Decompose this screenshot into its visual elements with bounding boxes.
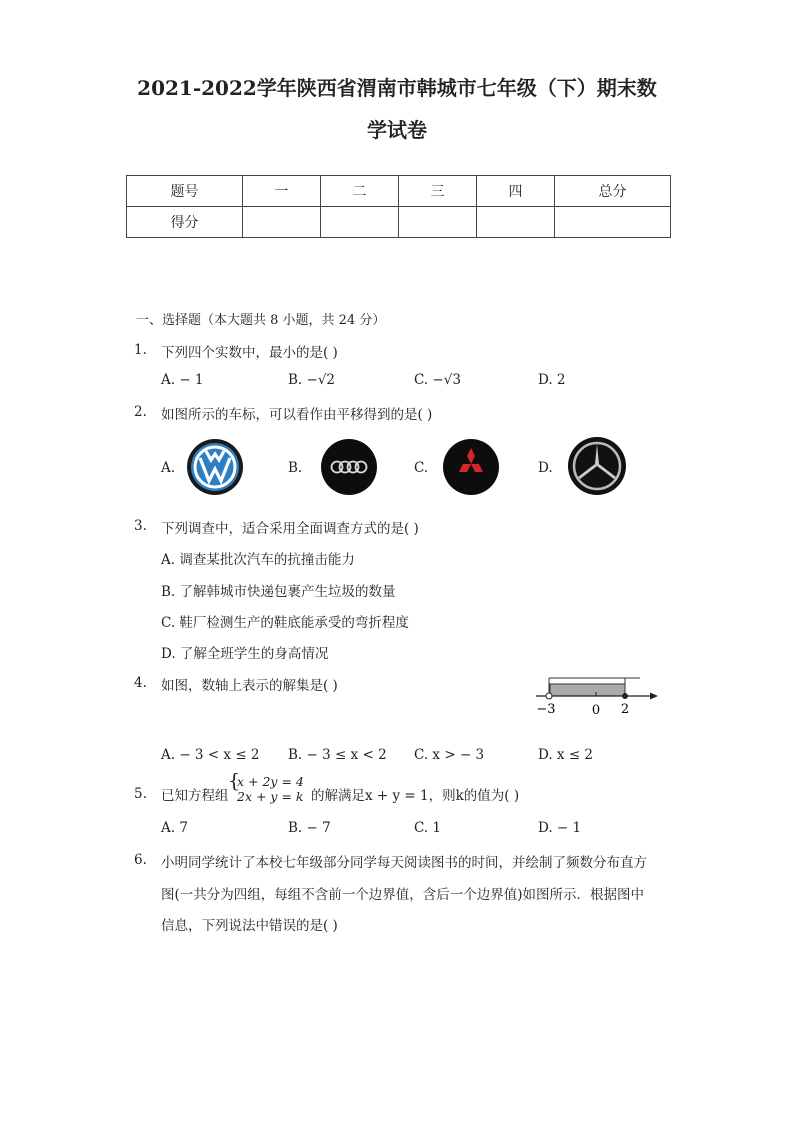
question-number: 3. xyxy=(134,518,147,534)
option-a-label: A. xyxy=(161,460,176,476)
option-b: B. − 7 xyxy=(288,820,331,836)
table-cell: 四 xyxy=(477,176,555,207)
page-title-cont: 学试卷 xyxy=(367,118,427,142)
table-cell: 一 xyxy=(243,176,321,207)
table-cell: 总分 xyxy=(555,176,671,207)
section-heading: 一、选择题（本大题共 8 小题，共 24 分） xyxy=(136,313,386,328)
table-row xyxy=(127,176,671,207)
option-c: C. x > − 3 xyxy=(414,747,485,763)
option-d: D. 2 xyxy=(538,372,566,388)
question-text: 下列四个实数中，最小的是( ) xyxy=(161,345,338,361)
axis-label-0: 0 xyxy=(591,703,601,718)
axis-label-neg3: −3 xyxy=(536,702,556,717)
question-text-post: 的解满足x + y = 1，则k的值为( ) xyxy=(311,788,520,804)
table-cell: 题号 xyxy=(127,176,243,207)
table-row xyxy=(127,207,671,238)
mercedes-logo-icon xyxy=(566,436,628,496)
table-cell xyxy=(399,207,477,238)
table-cell: 三 xyxy=(399,176,477,207)
equation-1: x + 2y = 4 xyxy=(237,774,304,789)
question-number: 4. xyxy=(134,675,147,691)
number-line-diagram xyxy=(530,672,662,720)
question-text: 下列调查中，适合采用全面调查方式的是( ) xyxy=(161,521,419,537)
question-text-line1: 小明同学统计了本校七年级部分同学每天阅读图书的时间，并绘制了频数分布直方 xyxy=(161,855,647,871)
question-number: 2. xyxy=(134,404,147,420)
table-cell xyxy=(555,207,671,238)
question-number: 6. xyxy=(134,852,147,868)
option-c: C. 1 xyxy=(414,820,442,836)
option-c: C. 鞋厂检测生产的鞋底能承受的弯折程度 xyxy=(161,615,409,631)
option-b: B. − 3 ≤ x < 2 xyxy=(288,747,387,763)
option-d: D. 了解全班学生的身高情况 xyxy=(161,646,329,662)
table-cell xyxy=(477,207,555,238)
question-number: 5. xyxy=(134,786,147,802)
score-table xyxy=(126,175,671,238)
question-text-line2: 图(一共分为四组，每组不含前一个边界值，含后一个边界值)如图所示．根据图中 xyxy=(161,887,645,903)
option-b: B. −√2 xyxy=(288,372,336,388)
option-d: D. x ≤ 2 xyxy=(538,747,594,763)
table-cell: 得分 xyxy=(127,207,243,238)
table-cell xyxy=(321,207,399,238)
option-a: A. − 3 < x ≤ 2 xyxy=(161,747,260,763)
axis-label-2: 2 xyxy=(620,702,630,717)
question-text: 如图，数轴上表示的解集是( ) xyxy=(161,678,338,694)
option-a: A. − 1 xyxy=(161,372,204,388)
question-text-pre: 已知方程组 xyxy=(161,788,229,804)
question-text: 如图所示的车标，可以看作由平移得到的是( ) xyxy=(161,407,433,423)
equation-2: 2x + y = k xyxy=(237,789,304,804)
brace-icon: { xyxy=(228,770,241,792)
question-text-line3: 信息，下列说法中错误的是( ) xyxy=(161,918,338,934)
option-b: B. 了解韩城市快递包裹产生垃圾的数量 xyxy=(161,584,396,600)
audi-logo-icon xyxy=(318,438,380,496)
page-title: 2021-2022学年陕西省渭南市韩城市七年级（下）期末数 xyxy=(137,76,657,100)
question-number: 1. xyxy=(134,342,147,358)
option-a: A. 7 xyxy=(161,820,188,836)
option-c: C. −√3 xyxy=(414,372,461,388)
mitsubishi-logo-icon xyxy=(440,438,502,496)
table-cell xyxy=(243,207,321,238)
table-cell: 二 xyxy=(321,176,399,207)
option-b-label: B. xyxy=(288,460,303,476)
option-c-label: C. xyxy=(414,460,429,476)
volkswagen-logo-icon xyxy=(184,438,246,496)
option-d-label: D. xyxy=(538,460,553,476)
option-a: A. 调查某批次汽车的抗撞击能力 xyxy=(161,552,355,568)
option-d: D. − 1 xyxy=(538,820,582,836)
